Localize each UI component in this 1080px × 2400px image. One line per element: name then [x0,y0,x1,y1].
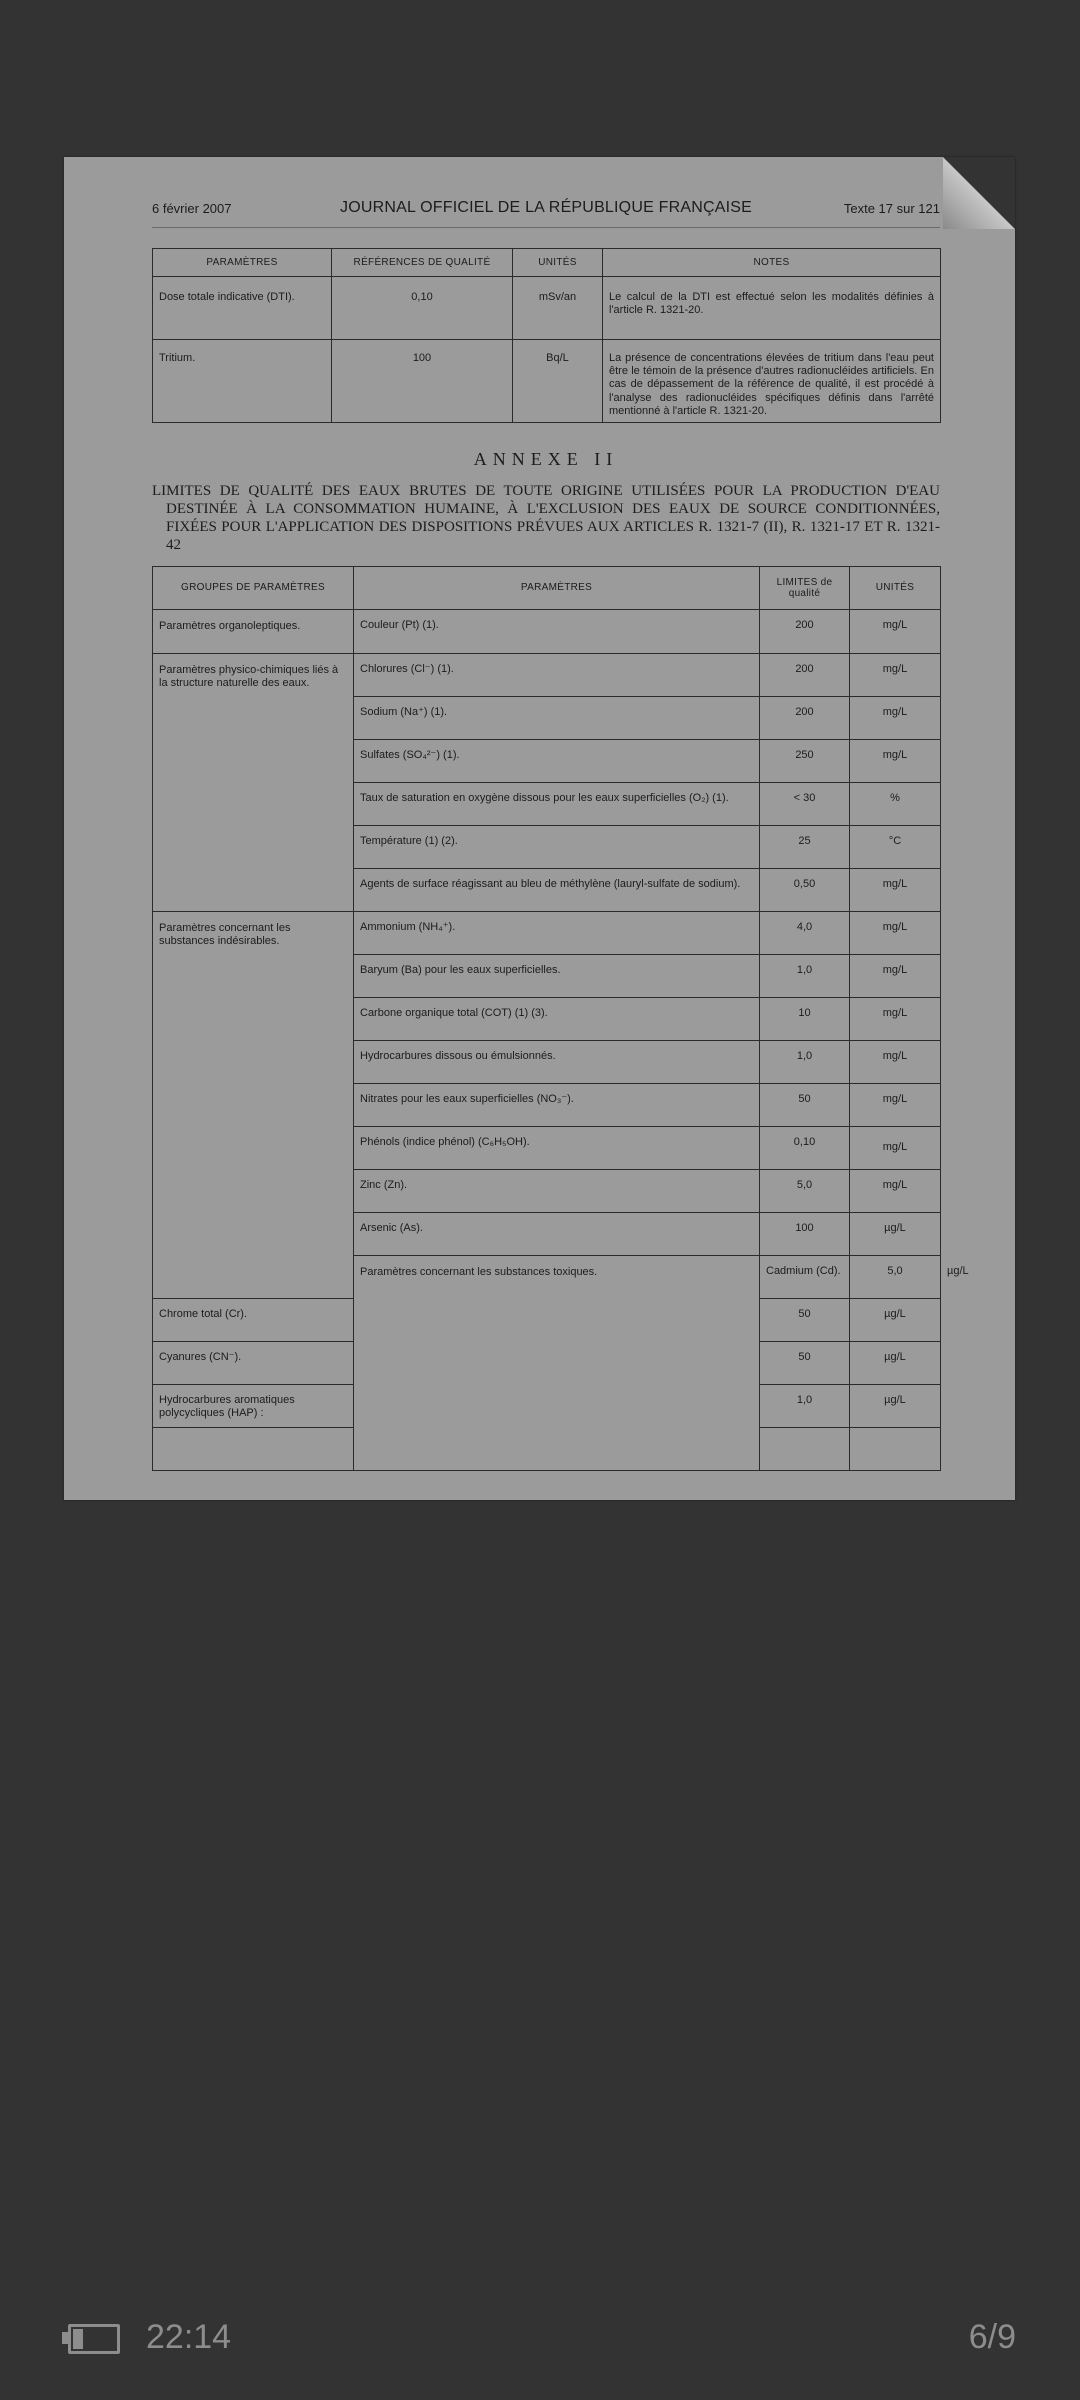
unit-cell: mg/L [850,1126,941,1169]
param-cell: Sodium (Na⁺) (1). [354,696,760,739]
col-header-groups: GROUPES DE PARAMÈTRES [153,566,354,609]
unit-cell: µg/L [850,1212,941,1255]
unit-cell: mg/L [850,911,941,954]
nitrates-surface: Phénols (indice phénol) (C₆H₅OH). [360,1135,530,1148]
param-cell: Hydrocarbures aromatiques polycycliques (HAP) : [153,1384,354,1427]
param-cell: Arsenic (As). [354,1212,760,1255]
col-header-limits: LIMITES de qualité [760,566,850,609]
group-cell: Paramètres concernant les substances toxiques. [354,1255,760,1470]
unit-cell: °C [850,825,941,868]
document-page[interactable] [64,157,1015,1500]
nitrates-surface-limit: 0,10 [793,1135,816,1148]
raw-water-limits-table [152,566,969,1471]
limit-cell: 50 [760,1298,850,1341]
unit-cell: mg/L [850,1169,941,1212]
table-row [153,340,941,423]
param-cell: Chrome total (Cr). [153,1298,354,1341]
unit-cell [850,1427,941,1470]
param-cell: Sulfates (SO₄²⁻) (1). [354,739,760,782]
param-cell: Ammonium (NH₄⁺). [354,911,760,954]
limit-cell: 50 [760,1083,850,1126]
param-cell: Dose totale indicative (DTI). [153,277,332,340]
unit-cell: mg/L [850,868,941,911]
unit-cell: mg/L [850,997,941,1040]
limit-cell: 50 [760,1341,850,1384]
param-cell: Carbone organique total (COT) (1) (3). [354,997,760,1040]
limit-cell: 100 [760,1212,850,1255]
unit-cell: Bq/L [513,340,603,423]
annexe-title: ANNEXE II [473,448,619,469]
annexe-subtitle: LIMITES DE QUALITÉ DES EAUX BRUTES DE TOUTE ORIGINE UTILISÉES POUR LA PRODUCTION D'EAU DESTINÉE À LA CONSOMMATION HUMAINE, À L'EXCLUSION DES EAUX DE SOURCE CONDITIONNÉES, FIXÉES POUR L'APPLICATION DES DISPOSITIONS PRÉVUES AUX ARTICLES R. 1321-7 (II), R. 1321-17 ET R. 1321-42 [152,482,940,553]
param-cell: Hydrocarbures dissous ou émulsionnés. [354,1040,760,1083]
table-row [153,609,941,653]
table-header-row [153,566,941,609]
limit-cell: 0,50 [760,868,850,911]
limit-cell: < 30 [760,782,850,825]
limit-cell: 10 [760,997,850,1040]
unit-cell: µg/L [850,1384,941,1427]
param-cell: Nitrates pour les eaux superficielles (NO₃⁻). [354,1083,760,1126]
col-header-params: PARAMÈTRES [354,566,760,609]
param-cell: Tritium. [153,340,332,423]
page-corner-fold [943,157,1015,229]
header-page: Texte 17 sur 121 [843,201,940,216]
battery-low-icon [62,2324,120,2352]
limit-cell [760,1427,850,1470]
clock: 22:14 [146,2318,232,2356]
param-cell: Température (1) (2). [354,825,760,868]
limit-cell: 5,0 [850,1255,941,1298]
unit-cell: mg/L [850,653,941,696]
param-cell [153,1427,354,1470]
limit-cell: 4,0 [760,911,850,954]
col-header-units: UNITÉS [850,566,941,609]
param-cell: Couleur (Pt) (1). [354,609,760,653]
limit-cell: 25 [760,825,850,868]
document-header [152,197,940,227]
table-row [153,653,941,696]
limit-cell: 1,0 [760,1040,850,1083]
param-cell: Taux de saturation en oxygène dissous pour les eaux superficielles (O₂) (1). [354,782,760,825]
radioactivity-table [152,248,941,423]
limit-cell: 200 [760,609,850,653]
unit-cell: mg/L [850,696,941,739]
header-date: 6 février 2007 [152,201,232,216]
table-row: Paramètres concernant les substances toxiques. Cadmium (Cd). 5,0 µg/L [153,1255,941,1298]
document-content [152,197,969,1471]
unit-cell: mg/L [850,609,941,653]
unit-cell: mg/L [850,739,941,782]
param-cell: Chlorures (Cl⁻) (1). [354,653,760,696]
unit-cell: mg/L [850,1083,941,1126]
unit-cell: % [850,782,941,825]
limit-cell: 250 [760,739,850,782]
unit-cell: mg/L [850,954,941,997]
group-cell: Paramètres concernant les substances indésirables. [153,911,354,1298]
unit-cell: µg/L [850,1341,941,1384]
table-row [153,911,941,954]
limit-cell [760,1126,850,1169]
note-cell: La présence de concentrations élevées de tritium dans l'eau peut être le témoin de la présence d'autres radionucléides artificiels. En cas de dépassement de la référence de qualité, il est procédé à l'analyse des radionucléides spécifiques définis dans l'arrêté mentionné à l'article R. 1321-20. [603,340,941,423]
limit-cell: 200 [760,696,850,739]
reference-cell: 0,10 [332,277,513,340]
page-indicator[interactable]: 6/9 [968,2318,1016,2356]
param-cell [354,1126,760,1169]
limit-cell: 5,0 [760,1169,850,1212]
status-bar [0,2308,1080,2368]
note-cell: Le calcul de la DTI est effectué selon les modalités définies à l'article R. 1321-20. [603,277,941,340]
group-cell: Paramètres organoleptiques. [153,609,354,653]
limit-cell: 200 [760,653,850,696]
unit-cell: mg/L [850,1040,941,1083]
unit-cell: mSv/an [513,277,603,340]
table-header-row [153,249,941,277]
col-header-references: RÉFÉRENCES DE QUALITÉ [332,249,513,277]
col-header-units: UNITÉS [513,249,603,277]
limit-cell: 1,0 [760,1384,850,1427]
header-rule [152,227,940,228]
group-cell: Paramètres physico-chimiques liés à la structure naturelle des eaux. [153,653,354,911]
param-cell: Cadmium (Cd). [760,1255,850,1298]
header-journal: JOURNAL OFFICIEL DE LA RÉPUBLIQUE FRANÇAISE [340,199,752,216]
table-row [153,277,941,340]
param-cell: Agents de surface réagissant au bleu de méthylène (lauryl-sulfate de sodium). [354,868,760,911]
param-cell: Baryum (Ba) pour les eaux superficielles. [354,954,760,997]
col-header-notes: NOTES [603,249,941,277]
limit-cell: 1,0 [760,954,850,997]
unit-cell: µg/L [850,1298,941,1341]
reference-cell: 100 [332,340,513,423]
param-cell: Cyanures (CN⁻). [153,1341,354,1384]
col-header-params: PARAMÈTRES [153,249,332,277]
param-cell: Zinc (Zn). [354,1169,760,1212]
